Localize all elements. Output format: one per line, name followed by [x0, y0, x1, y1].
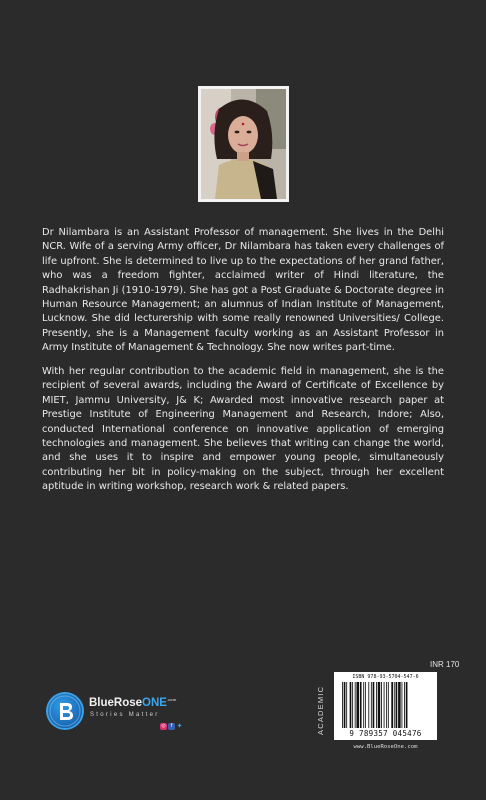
publisher-name-suffix: .com — [166, 697, 177, 703]
facebook-icon: f — [168, 723, 175, 730]
bluerose-logo-icon — [48, 694, 82, 728]
publisher-name-main: BlueRose — [89, 697, 143, 709]
category-label: ACADEMIC — [316, 685, 325, 735]
instagram-icon: ◎ — [161, 723, 166, 729]
twitter-icon: ✦ — [176, 722, 183, 730]
isbn-label: ISBN 978-93-5704-547-6 — [352, 674, 419, 680]
social-icons — [160, 723, 183, 730]
price-label: INR 170 — [430, 660, 460, 669]
publisher-website: www.BlueRoseOne.com — [353, 744, 418, 750]
barcode — [334, 672, 437, 740]
publisher-tagline: Stories Matter — [90, 712, 160, 718]
bio-paragraph-1: Dr Nilambara is an Assistant Professor of management. She lives in the Delhi NCR. Wife of a serving Army officer, Dr Nilambara has taken every challenges of life upfront. She is determined to live up to the expectations of her grand father, who was a freedom fighter, acclaimed writer of Hindi literature, the Radhakrishan Ji (1910-1979). She has got a Post Graduate & Doctorate degree in Human Resource Management; an alumnus of Indian Institute of Management, Lucknow. She did lecturership with some really renowned Universities/ College. Presently, she is a Management faculty working as an Assistant Professor in Army Institute of Management & Technology. She now writes part-time. — [42, 227, 444, 354]
bio-paragraph-2: With her regular contribution to the academic field in management, she is the recipient of several awards, including the Award of Certificate of Excellence by MIET, Jammu University, J& K; Awarded most innovative research paper at Prestige Institute of Engineering Management and Research, Indore; Also, conducted International conference on innovative application of emerging technologies and management. She believes that writing can change the world, and she uses it to inspire and empower young people, simultaneously contributing her bit in policy-making on the subject, through her excellent aptitude in writing workshop, research work & related papers. — [42, 366, 444, 493]
author-photo — [198, 86, 289, 202]
publisher-name-accent: ONE — [142, 697, 167, 709]
author-portrait-icon — [201, 89, 286, 199]
barcode-bars — [341, 682, 430, 728]
barcode-digits: 9 789357 045476 — [349, 729, 422, 738]
publisher-name — [89, 697, 176, 709]
